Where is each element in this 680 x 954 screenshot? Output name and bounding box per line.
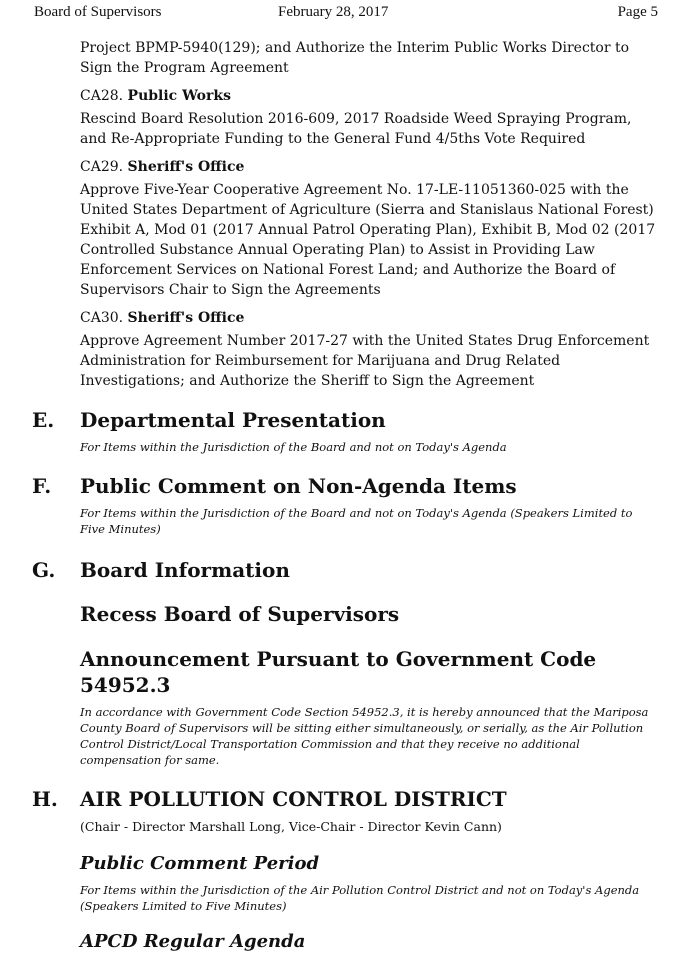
section-g (32, 557, 660, 768)
public-comment-heading: Public Comment Period (80, 853, 320, 874)
announcement-heading: Announcement Pursuant to Government Code 54952.3 (80, 647, 597, 697)
item-department: Sheriff's Office (127, 310, 245, 326)
item-number: CA30. (80, 310, 124, 326)
section-chairs: (Chair - Director Marshall Long, Vice-Chair - Director Kevin Cann) (80, 819, 502, 834)
regular-agenda-heading: APCD Regular Agenda (80, 931, 306, 952)
section-f (32, 473, 660, 537)
section-h (32, 786, 660, 954)
item-number: CA28. (80, 88, 124, 104)
item-description: Approve Agreement Number 2017-27 with the United States Drug Enforcement Administration for Reimbursement for Marijuana and Drug Related Investigations; and Authorize the Sheriff to Sign the Agreement (80, 333, 650, 389)
consent-item-ca28 (80, 86, 660, 149)
section-title: Board Information (80, 558, 290, 582)
section-letter: E. (32, 408, 55, 432)
header-board-name: Board of Supervisors (34, 4, 162, 20)
agenda-content (32, 38, 660, 954)
section-title: Public Comment on Non-Agenda Items (80, 474, 517, 498)
header-page-number: Page 5 (617, 4, 658, 20)
section-e (32, 407, 660, 455)
recess-heading: Recess Board of Supervisors (80, 602, 400, 626)
section-note: For Items within the Jurisdiction of the Board and not on Today's Agenda (Speakers Limited to Five Minutes) (80, 506, 633, 536)
section-note: For Items within the Jurisdiction of the Board and not on Today's Agenda (80, 440, 507, 454)
section-title: Departmental Presentation (80, 408, 386, 432)
consent-item-ca30 (80, 308, 660, 391)
announcement-note: In accordance with Government Code Section 54952.3, it is hereby announced that the Mariposa County Board of Supervisors will be sitting either simultaneously, or serially, as the Air Pollution Control District/Local Transportation Commission and that they receive no additional compensation for same. (80, 705, 649, 767)
section-letter: F. (32, 474, 52, 498)
item-number: CA29. (80, 159, 124, 175)
section-title: AIR POLLUTION CONTROL DISTRICT (80, 787, 507, 811)
header-date: February 28, 2017 (278, 4, 389, 20)
public-comment-note: For Items within the Jurisdiction of the Air Pollution Control District and not on Today's Agenda (Speakers Limited to Five Minutes) (80, 883, 640, 913)
section-letter: G. (32, 558, 56, 582)
continuation-text: Project BPMP-5940(129); and Authorize the Interim Public Works Director to Sign the Program Agreement (80, 40, 630, 76)
consent-item-ca29 (80, 157, 660, 300)
item-department: Sheriff's Office (127, 159, 245, 175)
item-description: Approve Five-Year Cooperative Agreement No. 17-LE-11051360-025 with the United States Department of Agriculture (Sierra and Stanislaus National Forest) Exhibit A, Mod 01 (2017 Annual Patrol Operating Plan), Exhibit B, Mod 02 (2017 Controlled Substance Annual Operating Plan) to Assist in Providing Law Enforcement Services on National Forest Land; and Authorize the Board of Supervisors Chair to Sign the Agreements (80, 182, 656, 298)
item-department: Public Works (127, 88, 231, 104)
section-letter: H. (32, 787, 58, 811)
item-description: Rescind Board Resolution 2016-609, 2017 Roadside Weed Spraying Program, and Re-Appropriate Funding to the General Fund 4/5ths Vote Required (80, 111, 632, 147)
